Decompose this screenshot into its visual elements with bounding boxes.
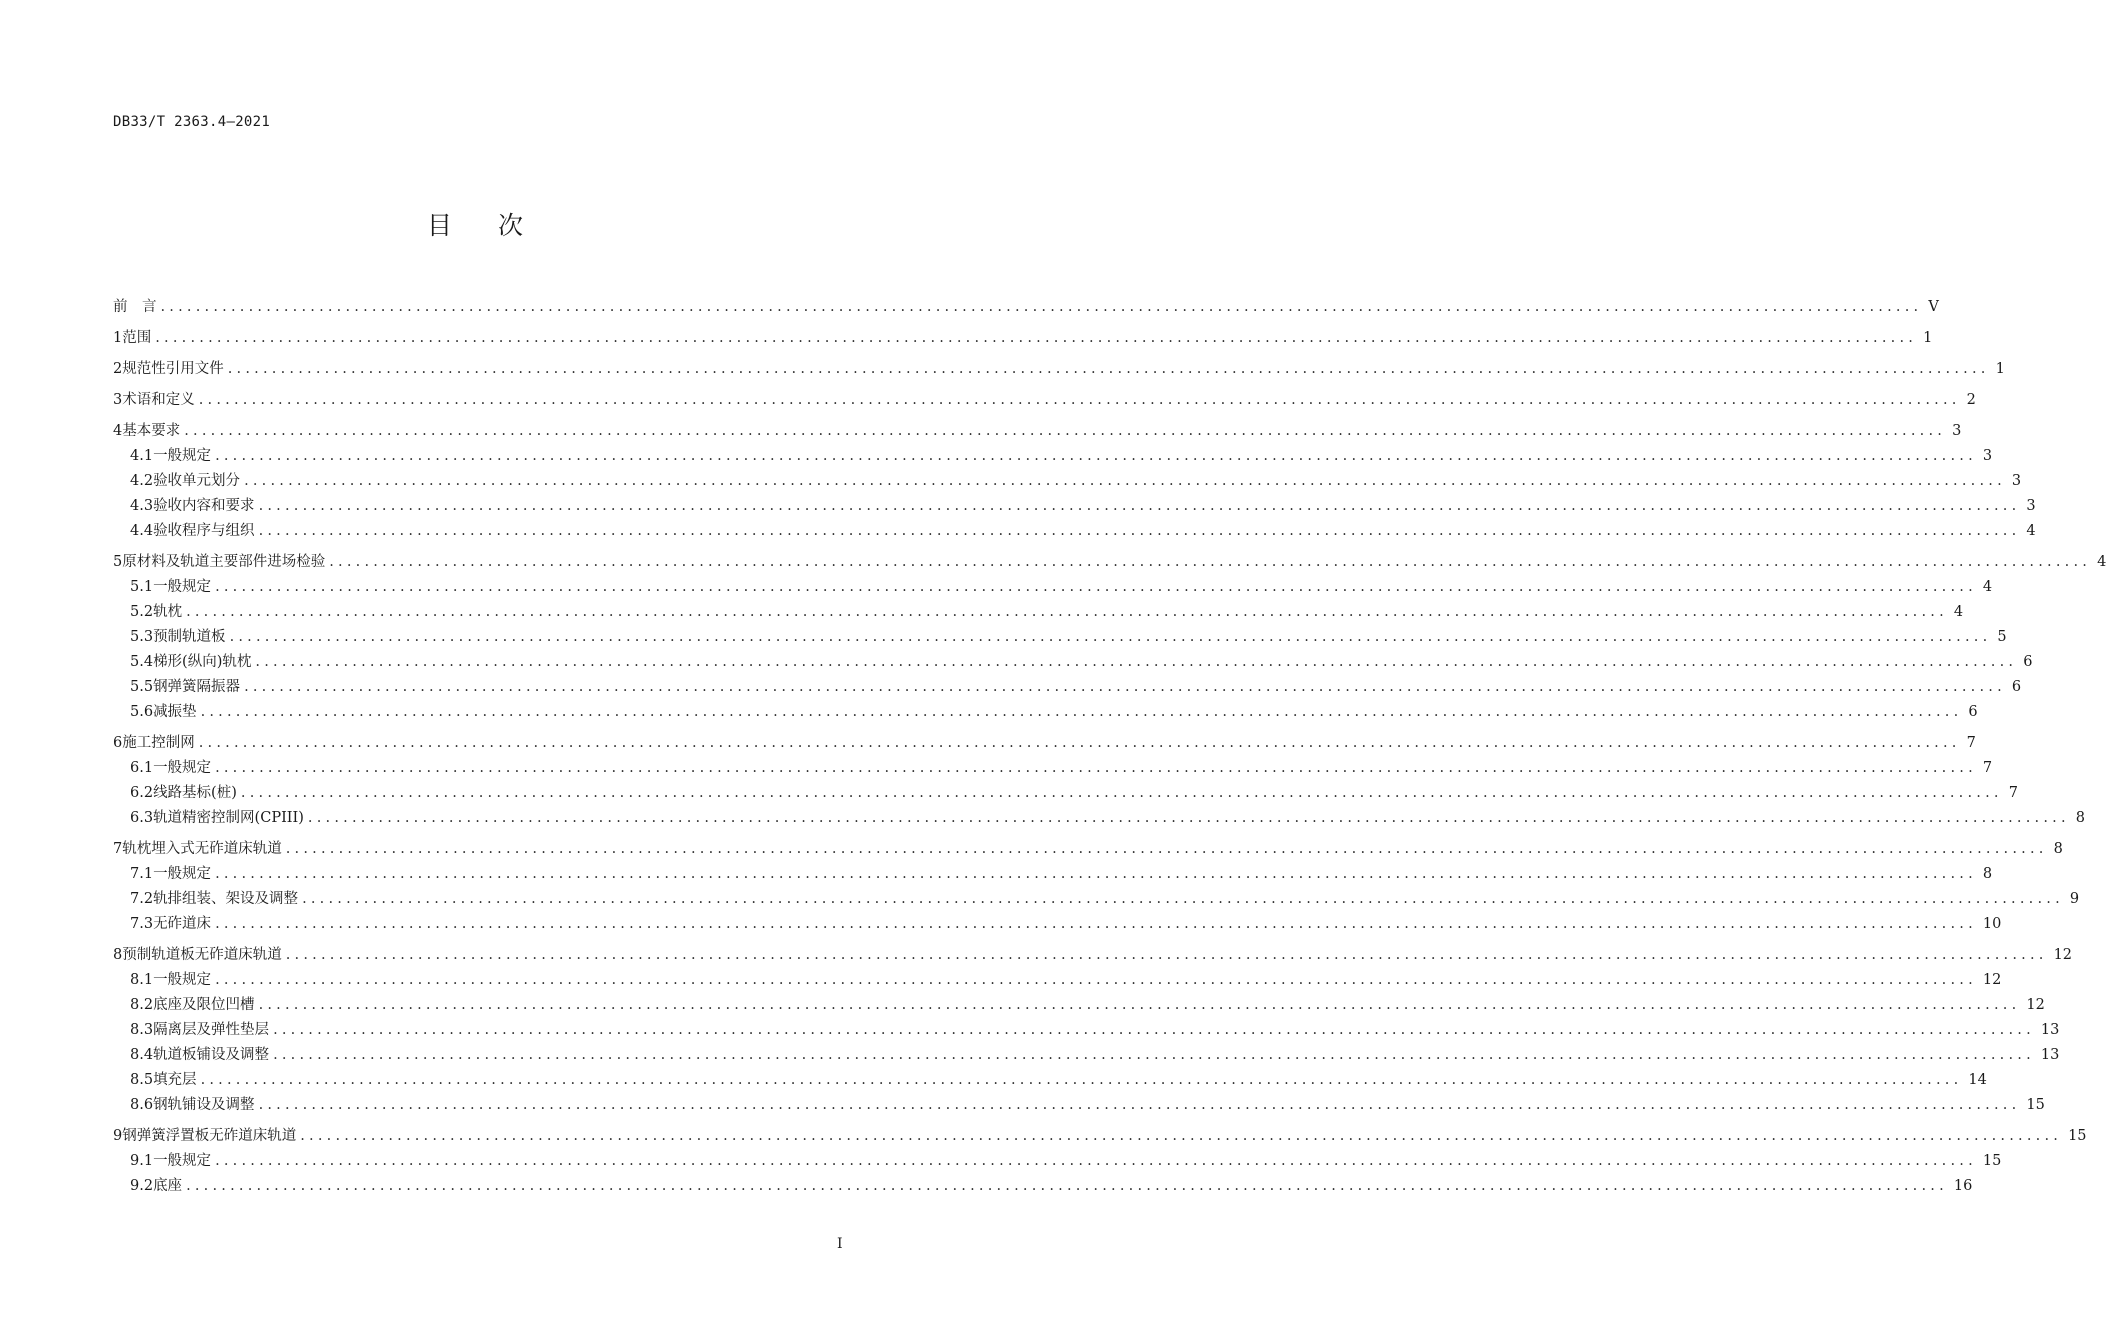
- toc-section-entry[interactable]: [113, 965, 2002, 990]
- toc-entry-number: 7.3: [130, 916, 154, 932]
- toc-entry-title: 基本要求: [122, 423, 181, 439]
- toc-entry-title: 轨道板铺设及调整: [153, 1047, 270, 1063]
- toc-entry-title: 预制轨道板: [153, 629, 226, 645]
- toc-section-entry[interactable]: [113, 622, 2007, 647]
- dot-leader: ........................................................................................................................................................................................................: [258, 997, 2021, 1013]
- dot-leader: ........................................................................................................................................................................................................: [302, 891, 2064, 907]
- toc-section-entry[interactable]: [113, 990, 2045, 1015]
- toc-entry-title: 术语和定义: [122, 392, 195, 408]
- toc-entry-number: 3: [113, 392, 123, 408]
- toc-chapter-entry[interactable]: [113, 410, 1962, 441]
- toc-entry-title: 轨枕: [153, 604, 183, 620]
- toc-entry-title: 钢弹簧隔振器: [153, 679, 241, 695]
- toc-entry-page: 6: [2023, 654, 2033, 670]
- dot-leader: ........................................................................................................................................................................................................: [227, 361, 1990, 377]
- toc-entry-number: 8: [113, 947, 123, 963]
- toc-entry-title: 规范性引用文件: [122, 361, 224, 377]
- toc-entry-number: 8.3: [130, 1022, 154, 1038]
- toc-entry-title: 一般规定: [153, 972, 212, 988]
- toc-entry-page: 4: [2097, 554, 2106, 570]
- toc-entry-number: 8.5: [130, 1072, 154, 1088]
- toc-entry-title: 原材料及轨道主要部件进场检验: [122, 554, 326, 570]
- toc-entry-title: 验收单元划分: [153, 473, 241, 489]
- toc-entry-title: 梯形(纵向)轨枕: [153, 654, 252, 670]
- dot-leader: ........................................................................................................................................................................................................: [244, 473, 2006, 489]
- toc-entry-title: 验收程序与组织: [153, 523, 255, 539]
- toc-section-entry[interactable]: [113, 884, 2080, 909]
- toc-entry-title: 一般规定: [153, 448, 212, 464]
- toc-entry-number: 4.1: [130, 448, 154, 464]
- toc-entry-number: 5.5: [130, 679, 154, 695]
- dot-leader: ........................................................................................................................................................................................................: [258, 1097, 2021, 1113]
- toc-entry-page: 15: [2026, 1097, 2045, 1113]
- toc-entry-number: 5.2: [130, 604, 154, 620]
- toc-entry-page: 8: [1982, 866, 1993, 882]
- toc-entry-number: 5.1: [130, 579, 154, 595]
- page-number: I: [837, 1236, 843, 1252]
- toc-entry-number: 8.4: [130, 1047, 154, 1063]
- toc-entry-title: 填充层: [153, 1072, 197, 1088]
- toc-entry-page: 10: [1982, 916, 2002, 932]
- dot-leader: ........................................................................................................................................................................................................: [258, 498, 2021, 514]
- toc-entry-number: 9.2: [130, 1178, 154, 1194]
- toc-entry-title: 一般规定: [153, 760, 212, 776]
- toc-chapter-entry[interactable]: [113, 541, 2106, 572]
- toc-entry-number: 7: [113, 841, 123, 857]
- page-title: 目次: [426, 211, 569, 240]
- dot-leader: ........................................................................................................................................................................................................: [215, 760, 1977, 776]
- toc-entry-number: 6.2: [130, 785, 154, 801]
- toc-section-entry[interactable]: [113, 859, 1993, 884]
- toc-entry-page: 3: [2026, 498, 2036, 514]
- toc-entry-title: 隔离层及弹性垫层: [153, 1022, 270, 1038]
- dot-leader: ........................................................................................................................................................................................................: [300, 1128, 2063, 1144]
- dot-leader: ........................................................................................................................................................................................................: [215, 916, 1977, 932]
- dot-leader: ........................................................................................................................................................................................................: [307, 810, 2070, 826]
- toc-chapter-entry[interactable]: [113, 722, 1976, 753]
- dot-leader: ........................................................................................................................................................................................................: [200, 1072, 1963, 1088]
- dot-leader: ........................................................................................................................................................................................................: [244, 679, 2006, 695]
- toc-section-entry[interactable]: [113, 466, 2022, 491]
- toc-section-entry[interactable]: [113, 1090, 2045, 1115]
- toc-entry-number: 5.4: [130, 654, 154, 670]
- dot-leader: ........................................................................................................................................................................................................: [273, 1047, 2035, 1063]
- toc-section-entry[interactable]: [113, 1065, 1987, 1090]
- toc-section-entry[interactable]: [113, 491, 2036, 516]
- toc-entry-title: 轨道精密控制网(CPIII): [153, 810, 304, 826]
- toc-entry-title: 无砟道床: [153, 916, 212, 932]
- toc-entry-page: 7: [2008, 785, 2018, 801]
- toc-chapter-entry[interactable]: [113, 348, 2005, 379]
- toc-entry-number: 5.3: [130, 629, 154, 645]
- toc-entry-number: 4.2: [130, 473, 154, 489]
- toc-section-entry[interactable]: [113, 909, 2002, 934]
- table-of-contents: [113, 286, 2106, 1196]
- dot-leader: ........................................................................................................................................................................................................: [285, 841, 2048, 857]
- toc-entry-page: 4: [1982, 579, 1993, 595]
- dot-leader: ........................................................................................................................................................................................................: [155, 330, 1918, 346]
- dot-leader: ........................................................................................................................................................................................................: [273, 1022, 2035, 1038]
- toc-section-entry[interactable]: [113, 753, 1993, 778]
- toc-entry-title: 一般规定: [153, 866, 212, 882]
- toc-section-entry[interactable]: [113, 572, 1993, 597]
- toc-entry-number: 4.4: [130, 523, 154, 539]
- toc-entry-number: 7.2: [130, 891, 154, 907]
- toc-entry-title: 钢轨铺设及调整: [153, 1097, 255, 1113]
- toc-entry-page: 8: [2075, 810, 2085, 826]
- toc-chapter-entry[interactable]: [113, 828, 2063, 859]
- toc-entry-title: 范围: [122, 330, 152, 346]
- dot-leader: ........................................................................................................................................................................................................: [285, 947, 2048, 963]
- toc-entry-page: 12: [1982, 972, 2002, 988]
- toc-entry-title: 底座: [153, 1178, 183, 1194]
- dot-leader: ........................................................................................................................................................................................................: [229, 629, 1992, 645]
- toc-entry-number: 5.6: [130, 704, 154, 720]
- toc-entry-title: 一般规定: [153, 579, 212, 595]
- toc-entry-page: 13: [2040, 1047, 2060, 1063]
- toc-chapter-entry[interactable]: [113, 934, 2073, 965]
- dot-leader: ........................................................................................................................................................................................................: [184, 423, 1947, 439]
- toc-entry-page: 12: [2026, 997, 2045, 1013]
- toc-section-entry[interactable]: [113, 1040, 2060, 1065]
- toc-entry-page: 8: [2053, 841, 2063, 857]
- toc-section-entry[interactable]: [113, 672, 2022, 697]
- toc-entry-page: 13: [2040, 1022, 2060, 1038]
- toc-section-entry[interactable]: [113, 803, 2085, 828]
- toc-entry-number: 7.1: [130, 866, 154, 882]
- toc-entry-title: 线路基标(桩): [153, 785, 237, 801]
- toc-entry-number: 8.2: [130, 997, 154, 1013]
- toc-entry-number: 5: [113, 554, 123, 570]
- toc-entry-number: 6.3: [130, 810, 154, 826]
- toc-entry-number: 8.6: [130, 1097, 154, 1113]
- dot-leader: ........................................................................................................................................................................................................: [258, 523, 2021, 539]
- toc-entry-page: 1: [1995, 361, 2005, 377]
- dot-leader: ........................................................................................................................................................................................................: [200, 704, 1963, 720]
- toc-section-entry[interactable]: [113, 778, 2018, 803]
- toc-section-entry[interactable]: [113, 1015, 2060, 1040]
- toc-entry-number: 1: [113, 330, 123, 346]
- toc-entry-page: 7: [1966, 735, 1976, 751]
- toc-entry-number: 4: [113, 423, 123, 439]
- toc-entry-title: 施工控制网: [122, 735, 195, 751]
- toc-chapter-entry[interactable]: [113, 317, 1933, 348]
- toc-entry-page: 4: [2026, 523, 2036, 539]
- toc-section-entry[interactable]: [113, 1171, 1973, 1196]
- toc-entry-page: V: [1928, 299, 1939, 315]
- toc-entry-title: 验收内容和要求: [153, 498, 255, 514]
- dot-leader: ........................................................................................................................................................................................................: [215, 866, 1977, 882]
- toc-chapter-entry[interactable]: [113, 379, 1976, 410]
- toc-section-entry[interactable]: [113, 441, 1993, 466]
- dot-leader: ........................................................................................................................................................................................................: [198, 735, 1961, 751]
- toc-entry-page: 14: [1968, 1072, 1987, 1088]
- toc-entry-number: 4.3: [130, 498, 154, 514]
- toc-entry-title: 钢弹簧浮置板无砟道床轨道: [122, 1128, 297, 1144]
- toc-entry-number: 9: [113, 1128, 123, 1144]
- toc-entry-number: 8.1: [130, 972, 154, 988]
- toc-entry-page: 4: [1953, 604, 1964, 620]
- toc-section-entry[interactable]: [113, 516, 2036, 541]
- toc-entry-title: 轨枕埋入式无砟道床轨道: [122, 841, 282, 857]
- dot-leader: ........................................................................................................................................................................................................: [186, 604, 1948, 620]
- toc-entry-page: 1: [1923, 330, 1933, 346]
- toc-entry-title: 底座及限位凹槽: [153, 997, 255, 1013]
- toc-entry-number: 9.1: [130, 1153, 154, 1169]
- toc-entry-title: 前 言: [113, 299, 157, 315]
- toc-entry-page: 16: [1953, 1178, 1973, 1194]
- dot-leader: ........................................................................................................................................................................................................: [255, 654, 2018, 670]
- toc-entry-number: 6: [113, 735, 123, 751]
- toc-chapter-entry[interactable]: [113, 286, 1939, 317]
- toc-entry-number: 6.1: [130, 760, 154, 776]
- toc-entry-page: 6: [2011, 679, 2022, 695]
- standard-code: DB33/T 2363.4—2021: [113, 114, 271, 130]
- toc-entry-title: 一般规定: [153, 1153, 212, 1169]
- dot-leader: ........................................................................................................................................................................................................: [215, 1153, 1977, 1169]
- dot-leader: ........................................................................................................................................................................................................: [198, 392, 1961, 408]
- toc-entry-page: 2: [1966, 392, 1976, 408]
- toc-entry-page: 7: [1982, 760, 1993, 776]
- toc-section-entry[interactable]: [113, 647, 2033, 672]
- dot-leader: ........................................................................................................................................................................................................: [215, 448, 1977, 464]
- toc-section-entry[interactable]: [113, 1146, 2002, 1171]
- toc-entry-page: 12: [2053, 947, 2073, 963]
- dot-leader: ........................................................................................................................................................................................................: [240, 785, 2003, 801]
- toc-entry-page: 5: [1997, 629, 2007, 645]
- toc-entry-title: 减振垫: [153, 704, 197, 720]
- dot-leader: ........................................................................................................................................................................................................: [329, 554, 2092, 570]
- toc-entry-page: 3: [1982, 448, 1993, 464]
- dot-leader: ........................................................................................................................................................................................................: [215, 972, 1977, 988]
- toc-entry-page: 3: [2011, 473, 2022, 489]
- toc-entry-page: 3: [1952, 423, 1962, 439]
- toc-section-entry[interactable]: [113, 597, 1964, 622]
- toc-entry-page: 15: [1982, 1153, 2002, 1169]
- toc-entry-page: 6: [1968, 704, 1978, 720]
- toc-section-entry[interactable]: [113, 697, 1978, 722]
- toc-entry-title: 轨排组装、架设及调整: [153, 891, 299, 907]
- toc-entry-page: 15: [2068, 1128, 2087, 1144]
- toc-chapter-entry[interactable]: [113, 1115, 2087, 1146]
- toc-entry-number: 2: [113, 361, 123, 377]
- dot-leader: ........................................................................................................................................................................................................: [215, 579, 1977, 595]
- dot-leader: ........................................................................................................................................................................................................: [160, 299, 1923, 315]
- toc-entry-page: 9: [2069, 891, 2080, 907]
- toc-entry-title: 预制轨道板无砟道床轨道: [122, 947, 282, 963]
- dot-leader: ........................................................................................................................................................................................................: [186, 1178, 1948, 1194]
